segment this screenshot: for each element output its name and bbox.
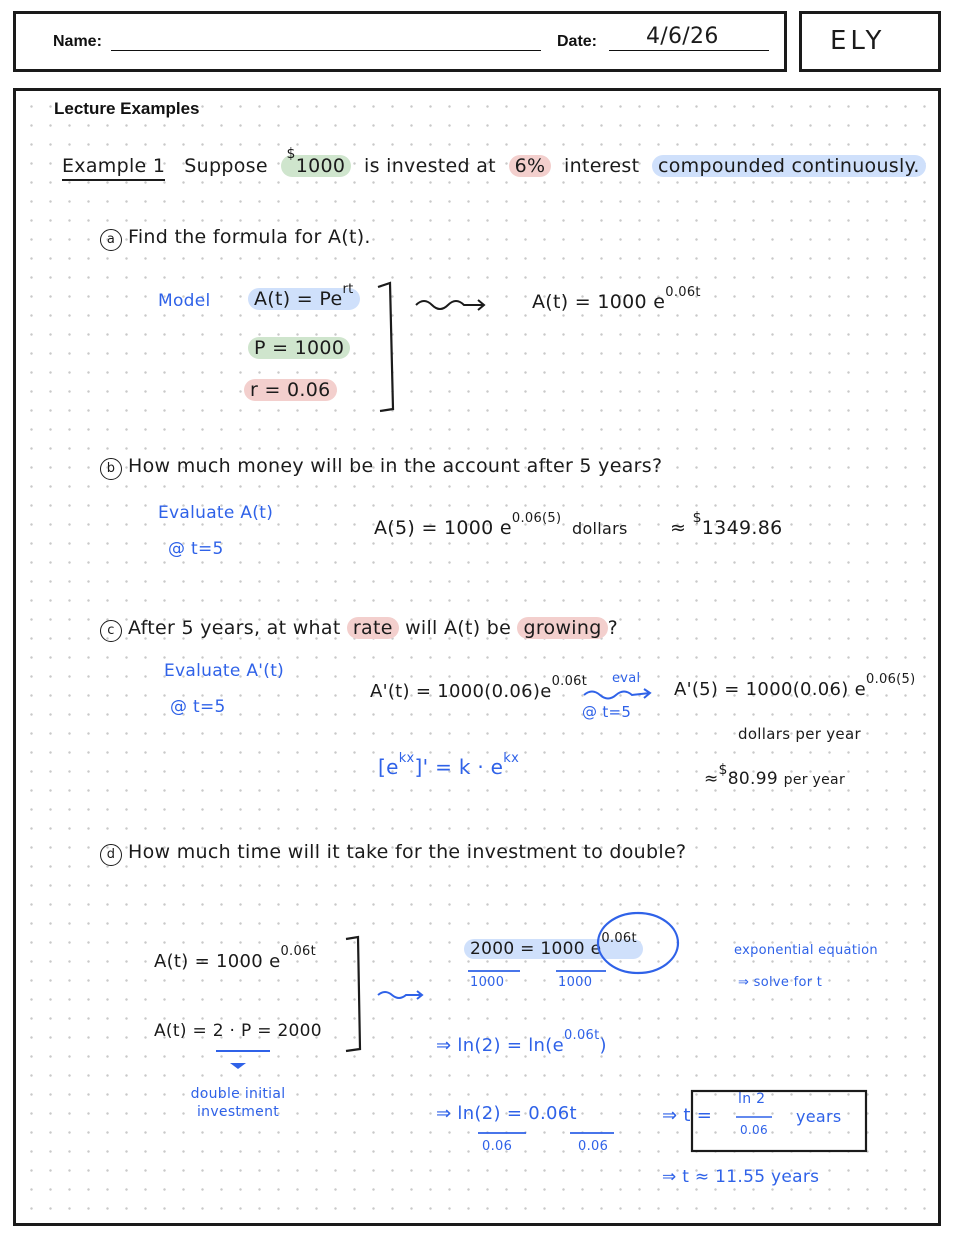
amount: 1000 xyxy=(295,155,346,177)
squiggle-arrow-c xyxy=(584,689,650,699)
text: A(t) = 1000 e xyxy=(532,291,666,313)
date-value: 4/6/26 xyxy=(646,24,719,49)
part-c-marker: c xyxy=(100,620,122,642)
text: ]' = k · e xyxy=(414,755,504,779)
approx-sign: ≈ xyxy=(670,517,687,539)
step3-equation: ⇒ ln(2) = 0.06t xyxy=(436,1103,577,1124)
text: A(t) = 1000 e xyxy=(154,951,281,972)
exponent: 0.06t xyxy=(280,944,316,959)
text: A'(t) = 1000(0.06)e xyxy=(370,681,552,702)
text: A(t) = Pe xyxy=(254,288,343,310)
date-field[interactable] xyxy=(609,50,769,51)
boxed-unit: years xyxy=(796,1107,842,1126)
boxed-denominator: 0.06 xyxy=(740,1123,768,1137)
rate-highlight: 6% xyxy=(509,155,552,177)
text: is invested at xyxy=(364,155,496,177)
part-b-marker: b xyxy=(100,458,122,480)
course-code: ELY xyxy=(830,26,886,56)
notes-page xyxy=(13,88,941,1226)
text: How much time will it take for the investment to double? xyxy=(128,841,687,863)
double-note: double initial investment xyxy=(190,1086,286,1120)
side-note-2: ⇒ solve for t xyxy=(738,975,823,990)
text: ? xyxy=(607,617,618,639)
dollar-sign: $ xyxy=(692,510,702,526)
bracket-d xyxy=(346,937,360,1051)
part-d-equation-2: A(t) = 2 · P = 2000 xyxy=(154,1021,322,1041)
growing-word-highlight: growing xyxy=(517,617,607,639)
text: [e xyxy=(378,755,399,779)
step3-denominator-2: 0.06 xyxy=(578,1139,609,1154)
step1-denominator-1: 1000 xyxy=(470,975,505,990)
text: Suppose xyxy=(184,155,268,177)
part-d-marker: d xyxy=(100,844,122,866)
exponent: 0.06t xyxy=(601,931,637,946)
part-c-note-2: @ t=5 xyxy=(170,697,226,717)
text: Find the formula for A(t). xyxy=(128,226,371,248)
part-b-unit: dollars xyxy=(572,519,628,538)
boxed-numerator: ln 2 xyxy=(738,1091,766,1107)
text: will A(t) be xyxy=(405,617,512,639)
exponent: rt xyxy=(342,282,354,297)
text: ) xyxy=(599,1035,607,1056)
final-answer: ⇒ t ≈ 11.55 years xyxy=(662,1167,820,1187)
exponent: kx xyxy=(503,751,520,766)
arrow-up xyxy=(230,1063,246,1069)
text: ⇒ ln(2) = ln(e xyxy=(436,1035,564,1056)
approx-sign: ≈ xyxy=(704,769,719,789)
exponent: 0.06(5) xyxy=(866,672,916,687)
exponent: 0.06(5) xyxy=(511,511,562,526)
answer-box xyxy=(692,1091,866,1151)
name-field[interactable] xyxy=(111,50,541,51)
section-title: Lecture Examples xyxy=(54,99,200,118)
text: A'(5) = 1000(0.06) e xyxy=(674,679,867,700)
part-b-note-1: Evaluate A(t) xyxy=(158,503,274,523)
part-a-marker: a xyxy=(100,229,122,251)
exponent-circle xyxy=(598,913,678,973)
p-value: P = 1000 xyxy=(248,337,350,359)
exponent: 0.06t xyxy=(563,1028,600,1043)
name-label: Name: xyxy=(53,33,102,50)
step1-denominator-2: 1000 xyxy=(558,975,593,990)
example-label: Example 1 xyxy=(62,155,165,181)
part-c-note-1: Evaluate A'(t) xyxy=(164,661,285,681)
eval-at-label: @ t=5 xyxy=(582,703,632,721)
text: How much money will be in the account after 5 years? xyxy=(128,455,663,477)
text: 2000 = 1000 e xyxy=(470,939,602,959)
dollar-sign: $ xyxy=(718,762,728,778)
model-label: Model xyxy=(158,291,211,311)
side-note-1: exponential equation xyxy=(734,943,878,958)
date-label: Date: xyxy=(557,33,598,50)
text: After 5 years, at what xyxy=(128,617,341,639)
dollar-sign: $ xyxy=(286,146,296,162)
value: 1349.86 xyxy=(701,517,783,539)
squiggle-arrow-d xyxy=(378,991,422,999)
compounding-highlight: compounded continuously. xyxy=(652,155,926,177)
exponent: 0.06t xyxy=(665,285,701,300)
course-code-box xyxy=(799,11,941,72)
part-b-note-2: @ t=5 xyxy=(168,539,224,559)
exponent: kx xyxy=(398,751,415,766)
value: 80.99 xyxy=(727,769,778,789)
text: A(5) = 1000 e xyxy=(374,517,512,539)
text: interest xyxy=(564,155,640,177)
rate-word-highlight: rate xyxy=(347,617,399,639)
derivative-units: dollars per year xyxy=(738,725,861,743)
value-unit: per year xyxy=(783,772,845,788)
r-value: r = 0.06 xyxy=(244,379,337,401)
bracket-a xyxy=(378,283,393,411)
handwriting-strokes xyxy=(16,91,938,1223)
squiggle-arrow-a xyxy=(416,300,484,310)
header-box xyxy=(13,11,787,72)
eval-label: eval xyxy=(612,671,641,686)
step3-denominator-1: 0.06 xyxy=(482,1139,513,1154)
boxed-t: ⇒ t = xyxy=(662,1105,713,1126)
exponent: 0.06t xyxy=(551,674,588,689)
